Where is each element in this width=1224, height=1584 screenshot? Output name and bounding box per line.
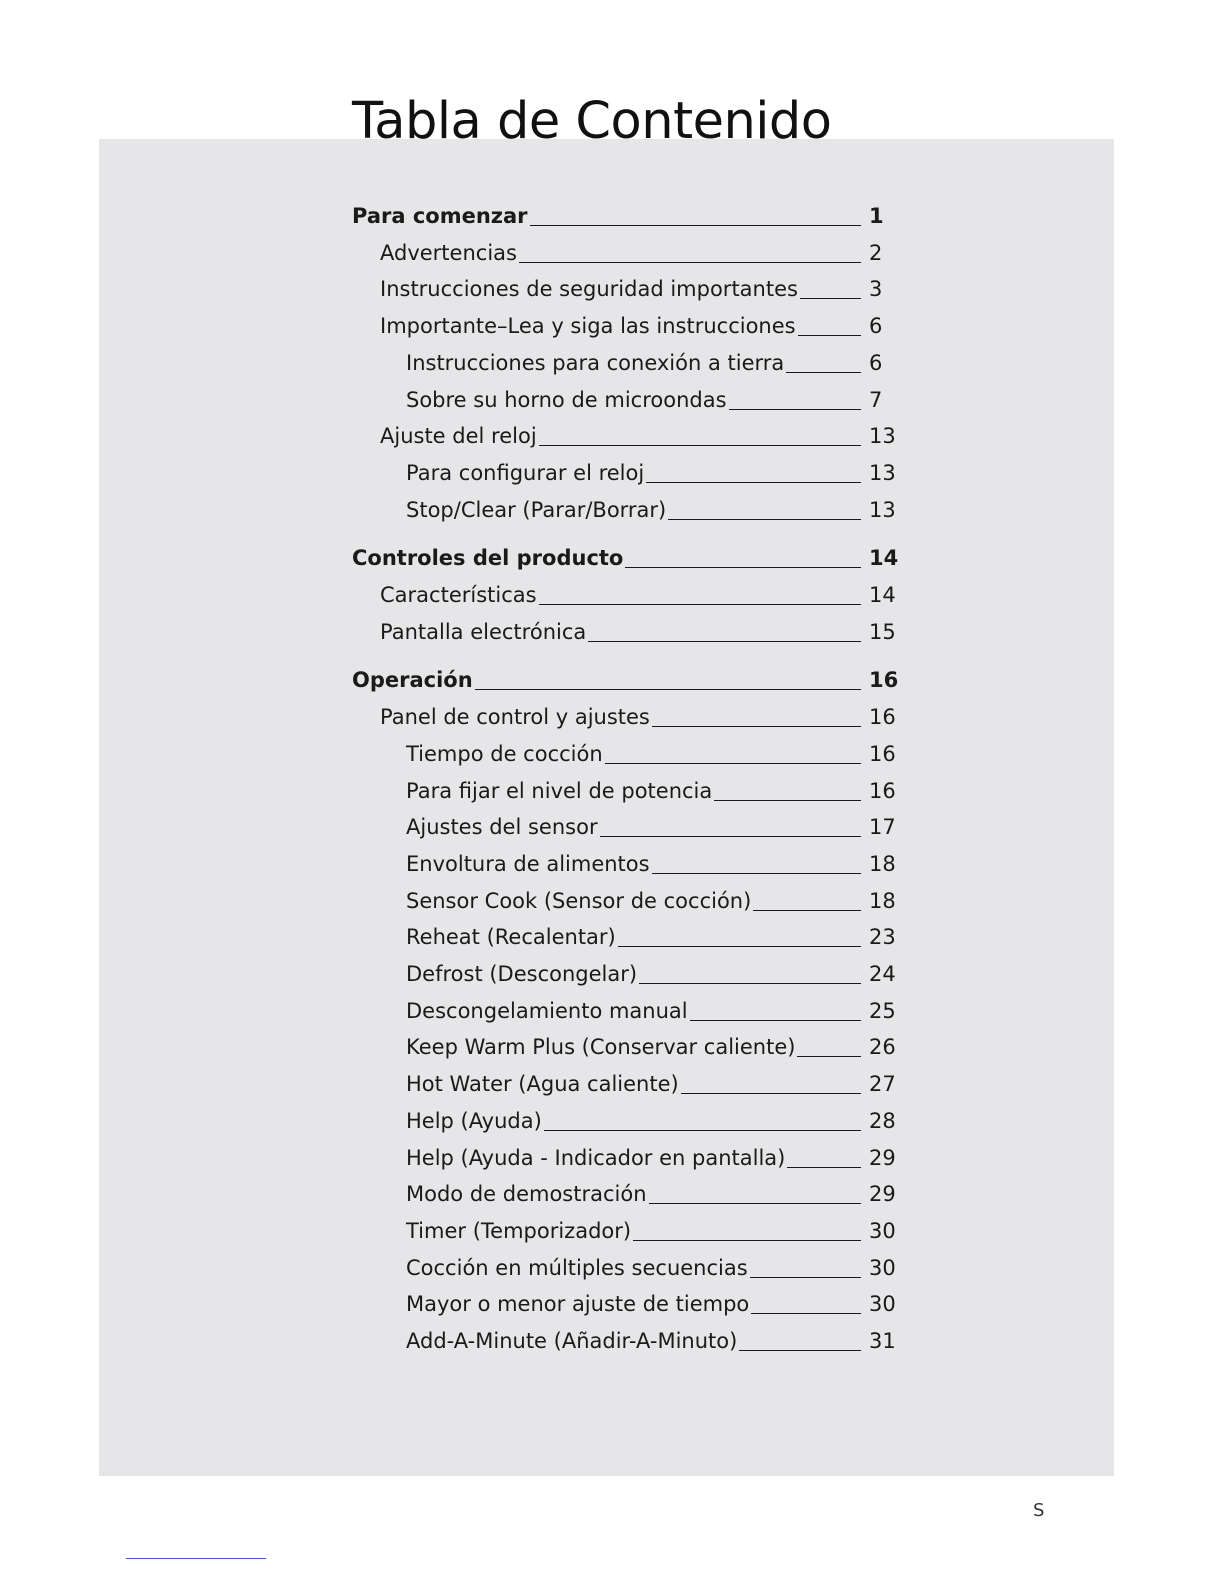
toc-page-number: 18 [869, 851, 896, 876]
toc-page-number: 27 [869, 1072, 896, 1097]
toc-entry[interactable] [406, 771, 896, 805]
toc-entry[interactable] [406, 1284, 896, 1318]
toc-leader-line [714, 800, 861, 801]
toc-entry-label: Mayor o menor ajuste de tiempo [406, 1292, 750, 1317]
toc-leader-line [797, 1056, 861, 1057]
toc-leader-line [519, 262, 861, 263]
toc-page-number: 25 [869, 998, 896, 1023]
toc-leader-line [530, 225, 861, 226]
toc-entry[interactable] [406, 844, 896, 878]
toc-leader-line [690, 1020, 861, 1021]
toc-leader-line [625, 567, 861, 568]
toc-entry-label: Pantalla electrónica [380, 619, 587, 644]
toc-leader-line [787, 1167, 861, 1168]
toc-entry[interactable] [406, 1101, 896, 1135]
toc-page-number: 16 [869, 741, 896, 766]
toc-leader-line [729, 409, 861, 410]
toc-page-number: 29 [869, 1182, 896, 1207]
toc-leader-line [639, 983, 861, 984]
toc-entry[interactable] [380, 575, 896, 609]
toc-page-number: 28 [869, 1108, 896, 1133]
toc-page-number: 17 [869, 815, 896, 840]
toc-leader-line [751, 1313, 861, 1314]
toc-leader-line [475, 689, 861, 690]
toc-entry[interactable] [406, 343, 893, 377]
toc-page-number: 6 [869, 350, 883, 375]
toc-entry[interactable] [380, 697, 896, 731]
toc-entry-label: Instrucciones de seguridad importantes [380, 277, 798, 302]
toc-leader-line [800, 298, 861, 299]
toc-entry[interactable] [406, 380, 893, 414]
toc-entry-label: Timer (Temporizador) [406, 1218, 632, 1243]
toc-page-number: 1 [869, 204, 884, 228]
toc-leader-line [649, 1203, 861, 1204]
toc-page-number: 24 [869, 962, 896, 986]
toc-entry[interactable] [380, 269, 893, 303]
toc-entry[interactable] [406, 1211, 896, 1245]
toc-leader-line [600, 836, 861, 837]
toc-entry[interactable] [406, 917, 896, 951]
footer-link-underline [126, 1558, 266, 1559]
toc-entry[interactable] [406, 490, 896, 524]
toc-leader-line [750, 1277, 861, 1278]
toc-page-number: 13 [869, 424, 896, 449]
toc-page-number: 14 [869, 583, 896, 607]
toc-page-number: 3 [869, 277, 883, 302]
toc-leader-line [544, 1130, 861, 1131]
toc-entry[interactable] [406, 1321, 896, 1355]
toc-entry[interactable] [406, 1027, 896, 1061]
page-title: Tabla de Contenido [352, 92, 832, 151]
toc-entry-label: Defrost (Descongelar) [406, 962, 638, 986]
toc-page-number: 13 [869, 497, 896, 522]
toc-entry-label: Sensor Cook (Sensor de cocción) [406, 888, 752, 913]
toc-page-number: 23 [869, 925, 896, 950]
toc-entry[interactable] [406, 453, 896, 487]
toc-entry[interactable] [406, 881, 896, 915]
toc-entry-label: Hot Water (Agua caliente) [406, 1072, 679, 1097]
toc-page-number: 30 [869, 1218, 896, 1243]
toc-entry[interactable] [406, 1174, 896, 1208]
toc-entry[interactable] [380, 233, 893, 267]
toc-entry-label: Instrucciones para conexión a tierra [406, 350, 785, 375]
toc-section-entry[interactable] [352, 196, 893, 230]
toc-leader-line [652, 726, 861, 727]
toc-entry[interactable] [406, 991, 896, 1025]
toc-leader-line [633, 1240, 861, 1241]
toc-entry-label: Descongelamiento manual [406, 998, 688, 1023]
toc-entry-label: Modo de demostración [406, 1182, 647, 1207]
toc-entry-label: Características [380, 583, 537, 607]
toc-entry-label: Controles del producto [352, 546, 624, 571]
toc-entry-label: Para fijar el nivel de potencia [406, 778, 713, 803]
toc-entry-label: Help (Ayuda - Indicador en pantalla) [406, 1145, 786, 1170]
toc-page-number: 29 [869, 1145, 896, 1170]
toc-page-number: 2 [869, 240, 883, 265]
toc-leader-line [739, 1350, 861, 1351]
toc-page-number: 14 [869, 546, 899, 571]
toc-page-number: 30 [869, 1255, 896, 1280]
toc-leader-line [588, 641, 861, 642]
toc-entry-label: Tiempo de cocción [406, 741, 603, 766]
toc-leader-line [539, 445, 861, 446]
toc-leader-line [539, 604, 861, 605]
toc-entry[interactable] [380, 306, 893, 340]
toc-page-number: 13 [869, 460, 896, 485]
toc-leader-line [605, 763, 861, 764]
toc-leader-line [786, 372, 861, 373]
toc-entry-label: Ajustes del sensor [406, 815, 598, 840]
toc-page-number: 6 [869, 314, 883, 339]
toc-entry[interactable] [380, 416, 896, 450]
toc-leader-line [652, 873, 861, 874]
toc-leader-line [646, 482, 861, 483]
toc-entry-label: Envoltura de alimentos [406, 851, 650, 876]
toc-leader-line [618, 946, 861, 947]
toc-entry-label: Sobre su horno de microondas [406, 387, 727, 412]
toc-entry-label: Importante–Lea y siga las instrucciones [380, 314, 796, 339]
toc-page-number: 16 [869, 668, 899, 693]
toc-page-number: 31 [869, 1329, 896, 1353]
page-folio: S [1033, 1500, 1045, 1521]
toc-entry-label: Para configurar el reloj [406, 460, 645, 485]
toc-page-number: 16 [869, 705, 896, 730]
toc-entry-label: Advertencias [380, 240, 517, 265]
toc-entry[interactable] [406, 1248, 896, 1282]
toc-entry[interactable] [406, 807, 896, 841]
toc-leader-line [668, 519, 861, 520]
toc-entry-label: Para comenzar [352, 204, 528, 228]
toc-entry-label: Panel de control y ajustes [380, 705, 650, 730]
toc-entry[interactable] [406, 954, 896, 988]
toc-page-number: 16 [869, 778, 896, 803]
toc-entry-label: Ajuste del reloj [380, 424, 537, 449]
toc-entry-label: Cocción en múltiples secuencias [406, 1255, 748, 1280]
toc-entry[interactable] [380, 612, 896, 646]
toc-page-number: 15 [869, 619, 896, 644]
toc-entry[interactable] [406, 1138, 896, 1172]
toc-page-number: 7 [869, 387, 883, 412]
toc-entry-label: Reheat (Recalentar) [406, 925, 616, 950]
toc-page-number: 30 [869, 1292, 896, 1317]
toc-section-entry[interactable] [352, 660, 899, 694]
toc-entry[interactable] [406, 734, 896, 768]
toc-entry-label: Operación [352, 668, 473, 693]
toc-leader-line [798, 335, 861, 336]
toc-entry-label: Help (Ayuda) [406, 1108, 542, 1133]
toc-entry-label: Stop/Clear (Parar/Borrar) [406, 497, 667, 522]
toc-section-entry[interactable] [352, 538, 899, 572]
toc-leader-line [681, 1093, 861, 1094]
toc-entry-label: Add-A-Minute (Añadir-A-Minuto) [406, 1329, 738, 1353]
toc-entry[interactable] [406, 1064, 896, 1098]
toc-page-number: 26 [869, 1035, 896, 1060]
toc-page-number: 18 [869, 888, 896, 913]
toc-entry-label: Keep Warm Plus (Conservar caliente) [406, 1035, 796, 1060]
toc-leader-line [753, 910, 861, 911]
